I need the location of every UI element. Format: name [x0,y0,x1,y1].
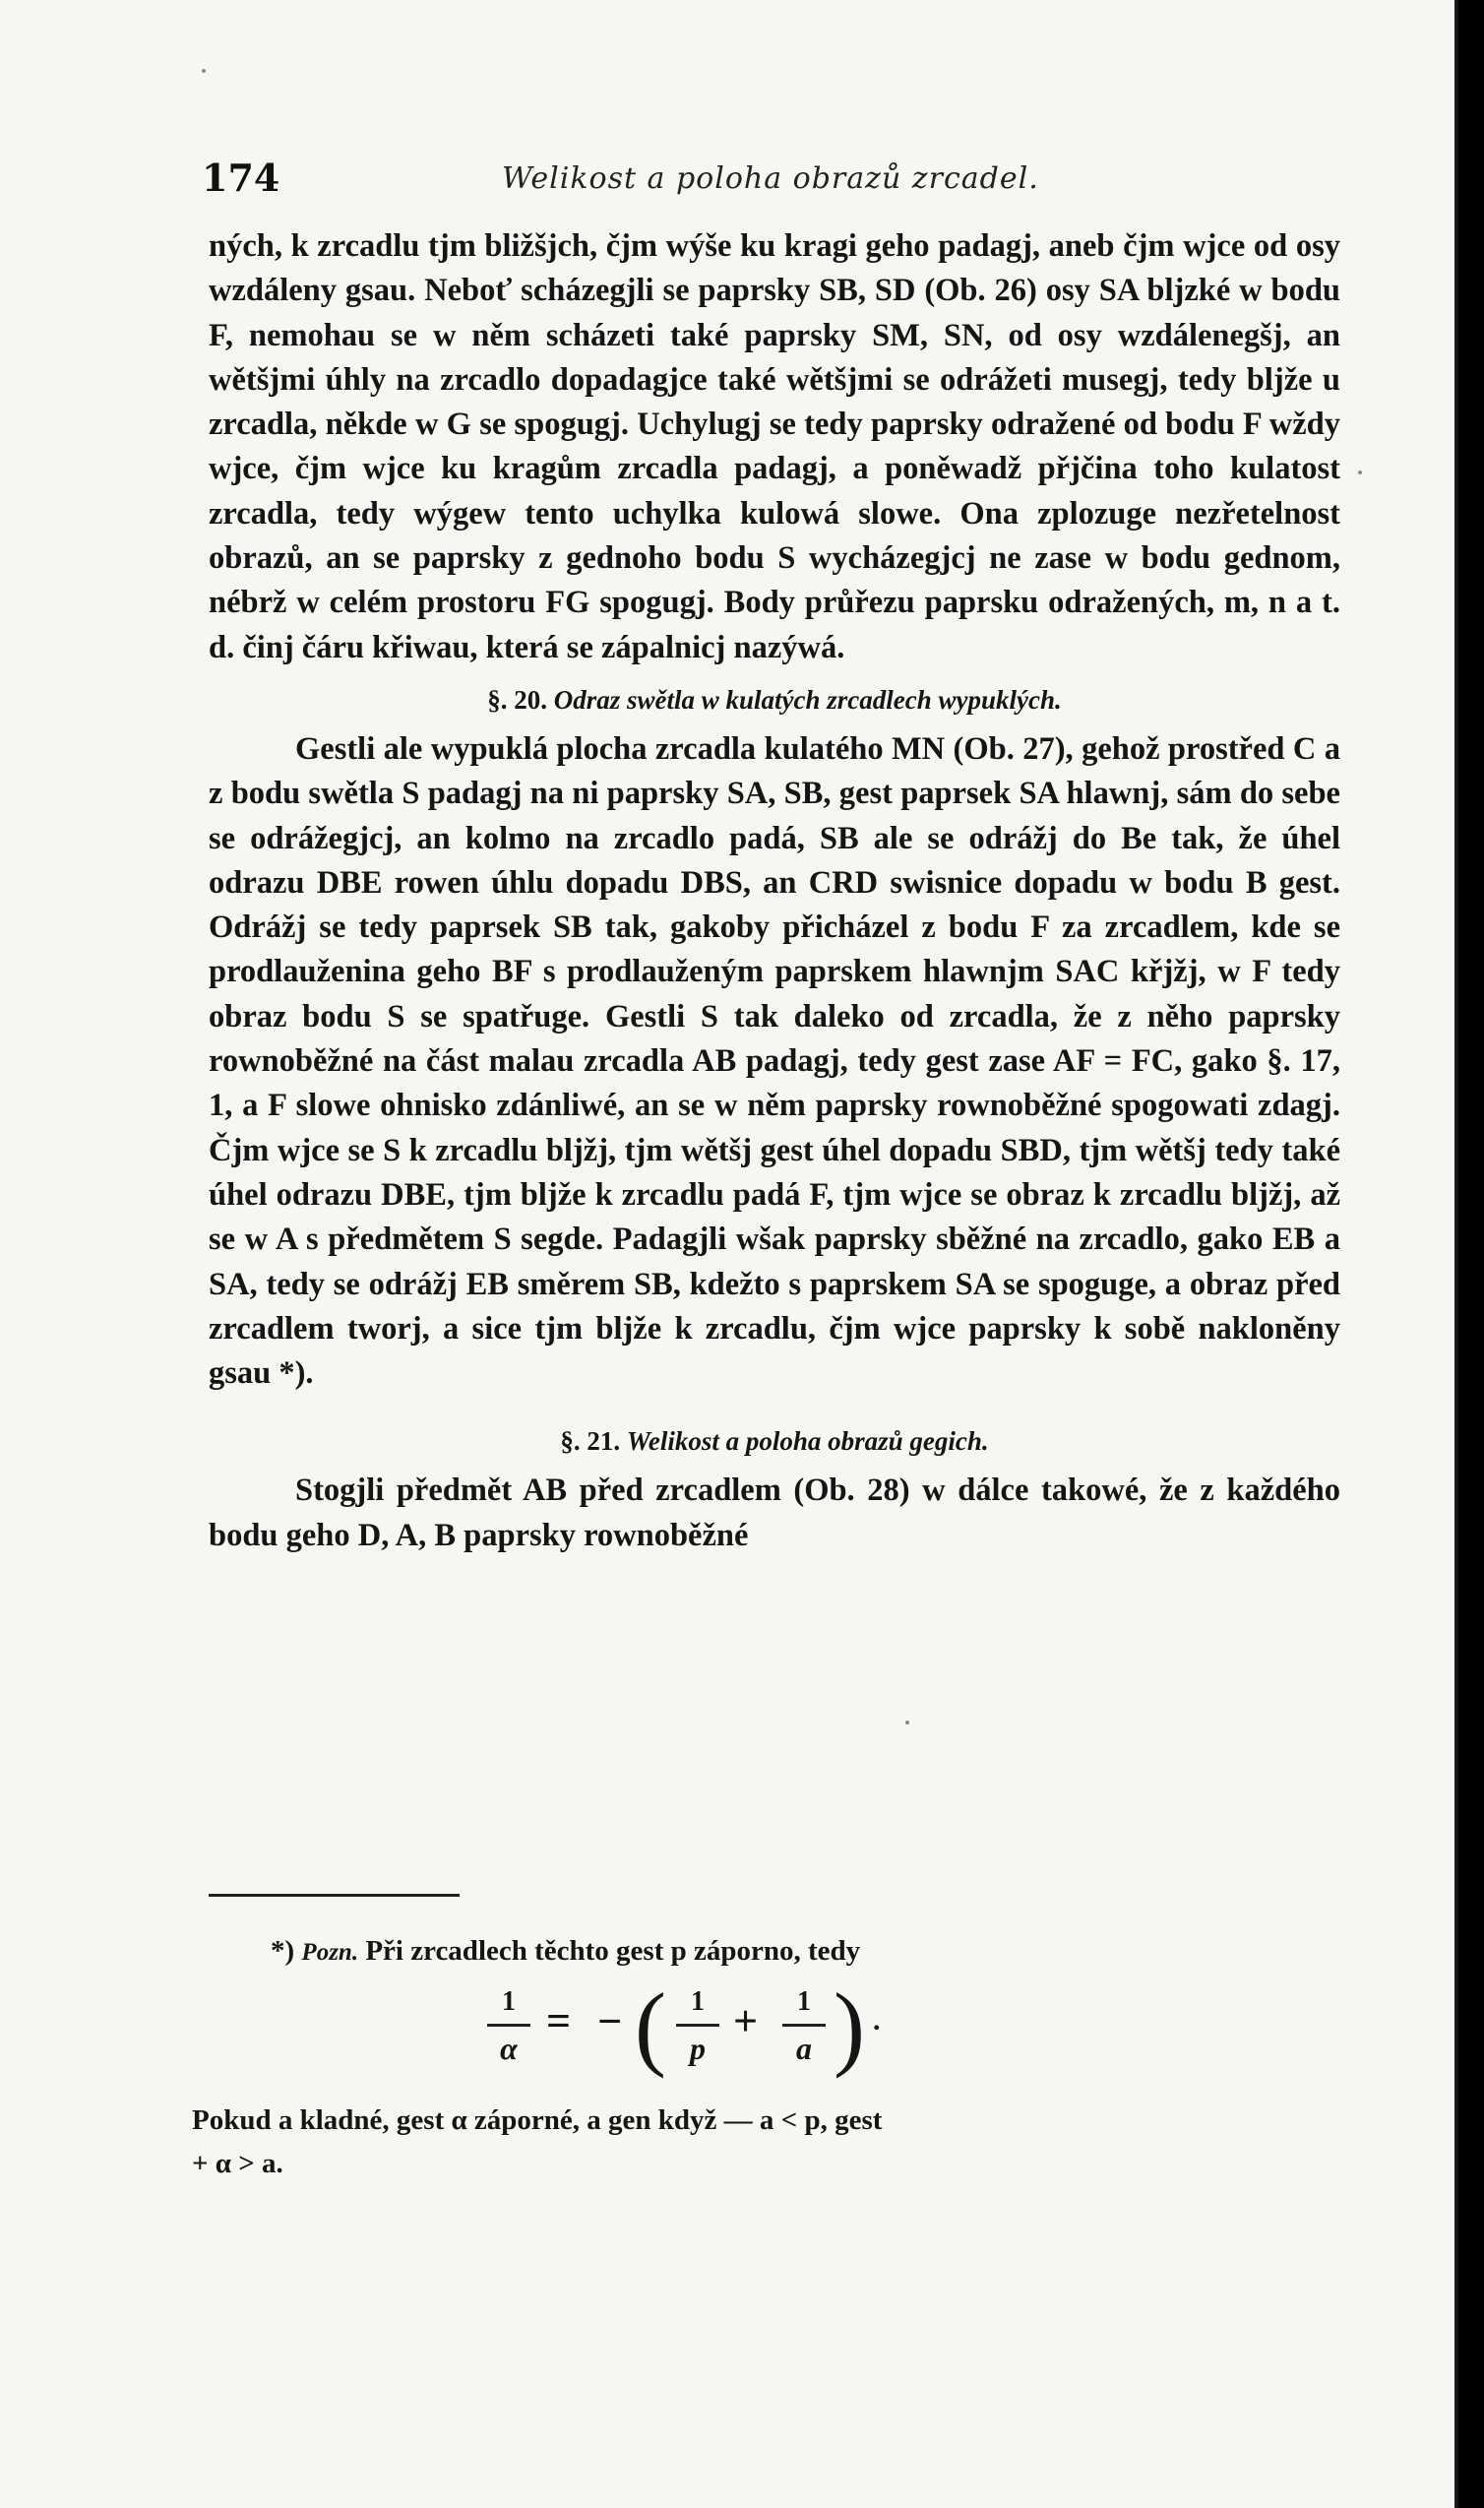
page-header [202,156,1333,205]
fraction-numerator: 1 [676,1980,719,2027]
scan-speck [1358,470,1362,474]
footnote-label: Pozn. [301,1939,359,1966]
scan-border [1458,0,1484,2508]
footnote-intro: Při zrcadlech těchto gest p záporno, tedy [365,1935,861,1967]
footnote-formula [487,1975,1348,2093]
section-heading-21 [209,1421,1340,1461]
footnote [192,1929,1348,2185]
paragraph-section-21: Stogjli předmět AB před zrcadlem (Ob. 28) w dálce takowé, že z každého bodu geho D, A, B paprsky rownoběžné [209,1473,1340,1553]
footnote-line-3: + α > a. [192,2148,283,2179]
plus-sign: + [733,1997,759,2045]
paragraph-continuation: ných, k zrcadlu tjm bližšjch, čjm wýše ku kragi geho padagj, aneb čjm wjce od osy wzdáleny gsau. Neboť scházegjli se paprsky SB, SD (Ob. 26) osy SA bljzké w bodu F, nemohau se w něm scházeti také paprsky SM, SN, od osy wzdálenegšj, an wětšjmi úhly na zrcadlo dopadagjce také wětšjmi se odrážeti musegj, tedy bljže u zrcadla, někde w G se spogugj. Uchylugj se tedy paprsky odražené od bodu F wždy wjce, čjm wjce ku kragům zrcadla padagj, a poněwadž přjčina toho kulatost zrcadla, tedy wýgew tento uchylka kulowá slowe. Ona zplozuge nezřetelnost obrazů, an se paprsky z gednoho bodu S wycházegjcj ne zase w bodu gednom, nébrž w celém prostoru FG spogugj. Body průřezu paprsku odražených, m, n a t. d. činj čáru křiwau, která se zápalnicj nazýwá. [209,228,1340,665]
fraction-denominator: a [796,2031,812,2066]
section-title: Odraz swětla w kulatých zrcadlech wypuklých. [553,684,1062,715]
section-number: §. 20. [487,684,547,715]
fraction-1-over-p [676,1980,719,2070]
fraction-1-over-a [782,1980,826,2070]
minus-sign: − [597,1997,623,2045]
page-number: 174 [202,156,280,200]
open-paren: ( [635,1974,666,2079]
section-title: Welikost a poloha obrazů gegich. [626,1426,989,1457]
equals-sign: = [546,1997,572,2045]
fraction-numerator: 1 [782,1980,826,2027]
formula-period: . [873,2004,881,2037]
main-text [209,224,1340,1558]
close-paren: ) [834,1974,865,2079]
footnote-intro-line [271,1929,1348,1975]
fraction-denominator: α [500,2031,518,2066]
running-title: Welikost a poloha obrazů zrcadel. [502,161,1039,196]
footnote-marker: *) [271,1935,295,1967]
paragraph-section-20: Gestli ale wypuklá plocha zrcadla kulatého MN (Ob. 27), gehož prostřed C a z bodu swětla S padagj na ni paprsky SA, SB, gest paprsek SA hlawnj, sám do sebe se odrážegjcj, an kolmo na zrcadlo padá, SB ale se odrážj do Be tak, že úhel odrazu DBE rowen úhlu dopadu DBS, an CRD swisnice dopadu w bodu B gest. Odrážj se tedy paprsek SB tak, gakoby přicházel z bodu F za zrcadlem, kde se prodlauženina geho BF s prodlauženým paprskem hlawnjm SAC křjžj, w F tedy obraz bodu S se spatřuge. Gestli S tak daleko od zrcadla, že z něho paprsky rownoběžné na část malau zrcadla AB padagj, tedy gest zase AF = FC, gako §. 17, 1, a F slowe ohnisko zdánliwé, an se w něm paprsky rownoběžné spogowati zdagj. Čjm wjce se S k zrcadlu bljžj, tjm wětšj gest úhel dopadu SBD, tjm wětšj tedy také úhel odrazu DBE, tjm bljže k zrcadlu padá F, tjm wjce se obraz k zrcadlu bljžj, až se w A s předmětem S segde. Padagjli wšak paprsky sběžné na zrcadlo, gako EB a SA, tedy se odrážj EB směrem SB, kdežto s paprskem SA se spoguge, a obraz před zrcadlem tworj, a sice tjm bljže k zrcadlu, čjm wjce paprsky k sobě nakloněny gsau *). [209,730,1340,1392]
fraction-numerator: 1 [487,1980,530,2027]
scan-speck [905,1721,909,1724]
footnote-rule [209,1894,460,1897]
scan-speck [202,69,206,73]
footnote-line-2: Pokud a kladné, gest α záporné, a gen když — a < p, gest [192,2104,883,2136]
fraction-lhs [487,1980,530,2070]
section-heading-20 [209,680,1340,720]
fraction-denominator: p [690,2031,706,2066]
section-number: §. 21. [560,1426,621,1457]
